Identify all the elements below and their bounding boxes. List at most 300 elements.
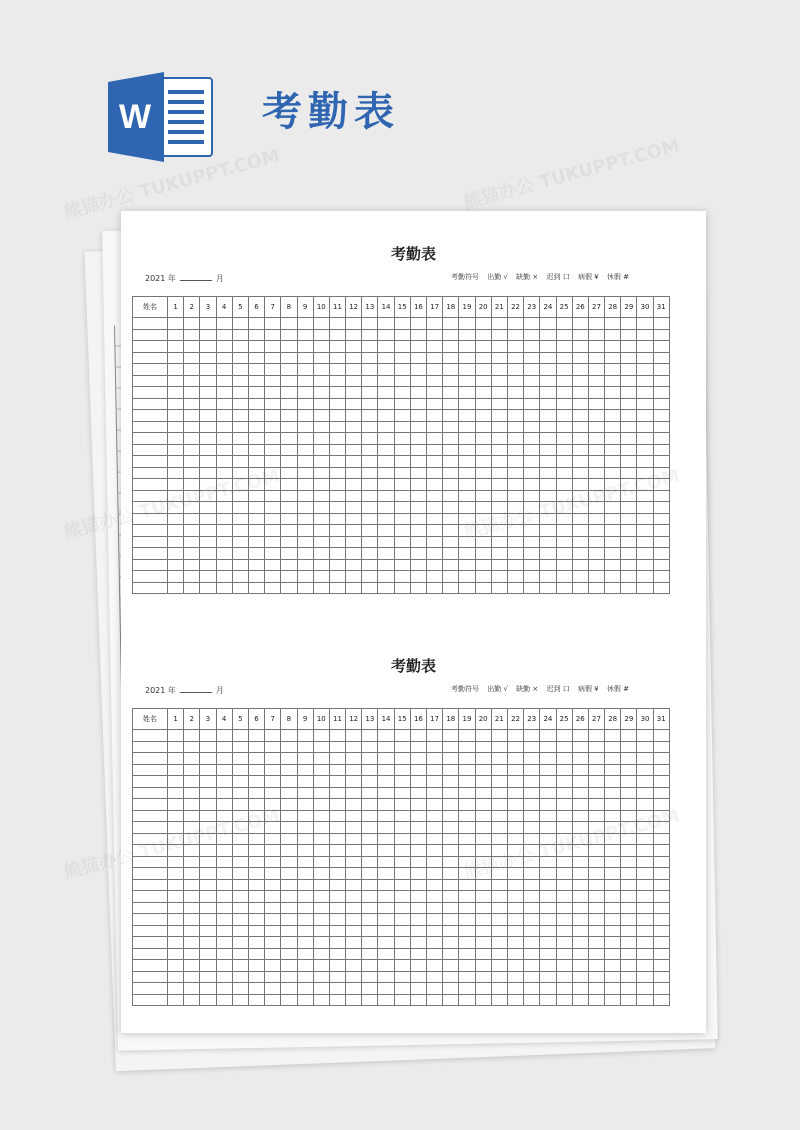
attendance-cell[interactable] bbox=[329, 994, 345, 1006]
attendance-cell[interactable] bbox=[637, 948, 653, 960]
attendance-cell[interactable] bbox=[491, 994, 507, 1006]
attendance-cell[interactable] bbox=[133, 776, 168, 788]
attendance-cell[interactable] bbox=[133, 833, 168, 845]
attendance-cell[interactable] bbox=[507, 513, 523, 525]
attendance-cell[interactable] bbox=[507, 914, 523, 926]
attendance-cell[interactable] bbox=[313, 548, 329, 560]
attendance-cell[interactable] bbox=[184, 502, 200, 514]
attendance-cell[interactable] bbox=[378, 548, 394, 560]
attendance-cell[interactable] bbox=[184, 387, 200, 399]
attendance-cell[interactable] bbox=[637, 902, 653, 914]
attendance-cell[interactable] bbox=[133, 960, 168, 972]
attendance-cell[interactable] bbox=[572, 960, 588, 972]
attendance-cell[interactable] bbox=[410, 375, 426, 387]
attendance-cell[interactable] bbox=[378, 891, 394, 903]
attendance-cell[interactable] bbox=[313, 891, 329, 903]
attendance-cell[interactable] bbox=[540, 433, 556, 445]
attendance-cell[interactable] bbox=[378, 421, 394, 433]
attendance-cell[interactable] bbox=[346, 960, 362, 972]
attendance-cell[interactable] bbox=[232, 502, 248, 514]
attendance-cell[interactable] bbox=[216, 891, 232, 903]
attendance-cell[interactable] bbox=[281, 536, 297, 548]
attendance-cell[interactable] bbox=[346, 925, 362, 937]
attendance-cell[interactable] bbox=[427, 764, 443, 776]
attendance-cell[interactable] bbox=[329, 937, 345, 949]
attendance-cell[interactable] bbox=[588, 983, 604, 995]
attendance-cell[interactable] bbox=[572, 456, 588, 468]
attendance-cell[interactable] bbox=[588, 730, 604, 742]
attendance-cell[interactable] bbox=[248, 375, 264, 387]
attendance-cell[interactable] bbox=[410, 433, 426, 445]
attendance-cell[interactable] bbox=[133, 318, 168, 330]
attendance-cell[interactable] bbox=[459, 741, 475, 753]
attendance-cell[interactable] bbox=[556, 467, 572, 479]
attendance-cell[interactable] bbox=[637, 582, 653, 594]
attendance-cell[interactable] bbox=[184, 776, 200, 788]
attendance-cell[interactable] bbox=[329, 914, 345, 926]
attendance-cell[interactable] bbox=[653, 948, 669, 960]
attendance-cell[interactable] bbox=[184, 799, 200, 811]
attendance-cell[interactable] bbox=[653, 444, 669, 456]
attendance-cell[interactable] bbox=[281, 467, 297, 479]
attendance-cell[interactable] bbox=[427, 352, 443, 364]
attendance-cell[interactable] bbox=[378, 341, 394, 353]
attendance-cell[interactable] bbox=[410, 398, 426, 410]
attendance-cell[interactable] bbox=[410, 787, 426, 799]
attendance-cell[interactable] bbox=[378, 960, 394, 972]
attendance-cell[interactable] bbox=[507, 810, 523, 822]
attendance-cell[interactable] bbox=[232, 548, 248, 560]
attendance-cell[interactable] bbox=[133, 329, 168, 341]
attendance-cell[interactable] bbox=[443, 960, 459, 972]
attendance-cell[interactable] bbox=[459, 776, 475, 788]
attendance-cell[interactable] bbox=[621, 730, 637, 742]
attendance-cell[interactable] bbox=[475, 479, 491, 491]
attendance-cell[interactable] bbox=[329, 902, 345, 914]
attendance-cell[interactable] bbox=[216, 341, 232, 353]
attendance-cell[interactable] bbox=[378, 730, 394, 742]
attendance-cell[interactable] bbox=[133, 387, 168, 399]
attendance-cell[interactable] bbox=[200, 548, 216, 560]
attendance-cell[interactable] bbox=[653, 513, 669, 525]
attendance-cell[interactable] bbox=[507, 787, 523, 799]
attendance-cell[interactable] bbox=[540, 329, 556, 341]
attendance-cell[interactable] bbox=[232, 444, 248, 456]
attendance-cell[interactable] bbox=[459, 525, 475, 537]
attendance-cell[interactable] bbox=[459, 548, 475, 560]
attendance-cell[interactable] bbox=[637, 845, 653, 857]
attendance-cell[interactable] bbox=[588, 764, 604, 776]
attendance-cell[interactable] bbox=[200, 433, 216, 445]
attendance-cell[interactable] bbox=[605, 753, 621, 765]
attendance-cell[interactable] bbox=[232, 341, 248, 353]
attendance-cell[interactable] bbox=[605, 410, 621, 422]
attendance-cell[interactable] bbox=[265, 983, 281, 995]
attendance-cell[interactable] bbox=[491, 741, 507, 753]
attendance-cell[interactable] bbox=[653, 845, 669, 857]
attendance-cell[interactable] bbox=[572, 914, 588, 926]
attendance-cell[interactable] bbox=[346, 799, 362, 811]
attendance-cell[interactable] bbox=[200, 559, 216, 571]
attendance-cell[interactable] bbox=[346, 764, 362, 776]
attendance-cell[interactable] bbox=[443, 971, 459, 983]
attendance-cell[interactable] bbox=[653, 960, 669, 972]
attendance-cell[interactable] bbox=[346, 559, 362, 571]
attendance-cell[interactable] bbox=[265, 925, 281, 937]
attendance-cell[interactable] bbox=[524, 479, 540, 491]
attendance-cell[interactable] bbox=[362, 352, 378, 364]
attendance-cell[interactable] bbox=[133, 571, 168, 583]
attendance-cell[interactable] bbox=[297, 329, 313, 341]
attendance-cell[interactable] bbox=[556, 410, 572, 422]
attendance-cell[interactable] bbox=[410, 456, 426, 468]
attendance-cell[interactable] bbox=[410, 513, 426, 525]
attendance-cell[interactable] bbox=[184, 741, 200, 753]
attendance-cell[interactable] bbox=[653, 925, 669, 937]
attendance-cell[interactable] bbox=[313, 810, 329, 822]
attendance-cell[interactable] bbox=[524, 914, 540, 926]
attendance-cell[interactable] bbox=[394, 845, 410, 857]
attendance-cell[interactable] bbox=[232, 925, 248, 937]
attendance-cell[interactable] bbox=[459, 352, 475, 364]
attendance-cell[interactable] bbox=[346, 398, 362, 410]
attendance-cell[interactable] bbox=[556, 456, 572, 468]
attendance-cell[interactable] bbox=[605, 925, 621, 937]
attendance-cell[interactable] bbox=[653, 559, 669, 571]
attendance-cell[interactable] bbox=[281, 891, 297, 903]
attendance-cell[interactable] bbox=[297, 433, 313, 445]
attendance-cell[interactable] bbox=[572, 410, 588, 422]
attendance-cell[interactable] bbox=[443, 891, 459, 903]
attendance-cell[interactable] bbox=[475, 559, 491, 571]
attendance-cell[interactable] bbox=[556, 787, 572, 799]
attendance-cell[interactable] bbox=[621, 341, 637, 353]
attendance-cell[interactable] bbox=[378, 352, 394, 364]
attendance-cell[interactable] bbox=[491, 810, 507, 822]
attendance-cell[interactable] bbox=[362, 845, 378, 857]
attendance-cell[interactable] bbox=[297, 845, 313, 857]
attendance-cell[interactable] bbox=[637, 833, 653, 845]
attendance-cell[interactable] bbox=[637, 456, 653, 468]
attendance-cell[interactable] bbox=[232, 730, 248, 742]
attendance-cell[interactable] bbox=[491, 387, 507, 399]
attendance-cell[interactable] bbox=[329, 856, 345, 868]
attendance-cell[interactable] bbox=[459, 364, 475, 376]
attendance-cell[interactable] bbox=[605, 490, 621, 502]
attendance-cell[interactable] bbox=[346, 868, 362, 880]
attendance-cell[interactable] bbox=[168, 856, 184, 868]
attendance-cell[interactable] bbox=[491, 421, 507, 433]
attendance-cell[interactable] bbox=[200, 456, 216, 468]
attendance-cell[interactable] bbox=[168, 925, 184, 937]
attendance-cell[interactable] bbox=[133, 490, 168, 502]
attendance-cell[interactable] bbox=[637, 914, 653, 926]
attendance-cell[interactable] bbox=[133, 764, 168, 776]
attendance-cell[interactable] bbox=[297, 764, 313, 776]
attendance-cell[interactable] bbox=[605, 960, 621, 972]
attendance-cell[interactable] bbox=[605, 845, 621, 857]
attendance-cell[interactable] bbox=[475, 764, 491, 776]
attendance-cell[interactable] bbox=[524, 983, 540, 995]
attendance-cell[interactable] bbox=[475, 822, 491, 834]
attendance-cell[interactable] bbox=[394, 490, 410, 502]
attendance-cell[interactable] bbox=[540, 879, 556, 891]
attendance-cell[interactable] bbox=[588, 902, 604, 914]
attendance-cell[interactable] bbox=[297, 833, 313, 845]
attendance-cell[interactable] bbox=[133, 787, 168, 799]
attendance-cell[interactable] bbox=[475, 467, 491, 479]
attendance-cell[interactable] bbox=[248, 856, 264, 868]
attendance-cell[interactable] bbox=[378, 822, 394, 834]
attendance-cell[interactable] bbox=[216, 948, 232, 960]
attendance-cell[interactable] bbox=[556, 822, 572, 834]
attendance-cell[interactable] bbox=[265, 536, 281, 548]
attendance-cell[interactable] bbox=[394, 776, 410, 788]
attendance-cell[interactable] bbox=[588, 536, 604, 548]
attendance-cell[interactable] bbox=[232, 479, 248, 491]
attendance-cell[interactable] bbox=[329, 891, 345, 903]
attendance-cell[interactable] bbox=[605, 764, 621, 776]
attendance-cell[interactable] bbox=[621, 948, 637, 960]
attendance-cell[interactable] bbox=[443, 341, 459, 353]
attendance-cell[interactable] bbox=[232, 398, 248, 410]
attendance-cell[interactable] bbox=[216, 730, 232, 742]
attendance-cell[interactable] bbox=[507, 856, 523, 868]
attendance-cell[interactable] bbox=[637, 352, 653, 364]
attendance-cell[interactable] bbox=[572, 948, 588, 960]
attendance-cell[interactable] bbox=[443, 329, 459, 341]
attendance-cell[interactable] bbox=[507, 799, 523, 811]
attendance-cell[interactable] bbox=[410, 571, 426, 583]
attendance-cell[interactable] bbox=[556, 548, 572, 560]
attendance-cell[interactable] bbox=[621, 525, 637, 537]
attendance-cell[interactable] bbox=[346, 948, 362, 960]
attendance-cell[interactable] bbox=[248, 433, 264, 445]
attendance-cell[interactable] bbox=[232, 582, 248, 594]
attendance-cell[interactable] bbox=[507, 937, 523, 949]
attendance-cell[interactable] bbox=[524, 536, 540, 548]
attendance-cell[interactable] bbox=[184, 948, 200, 960]
attendance-cell[interactable] bbox=[200, 582, 216, 594]
attendance-cell[interactable] bbox=[637, 398, 653, 410]
attendance-cell[interactable] bbox=[475, 571, 491, 583]
attendance-cell[interactable] bbox=[459, 833, 475, 845]
attendance-cell[interactable] bbox=[427, 787, 443, 799]
attendance-cell[interactable] bbox=[297, 925, 313, 937]
attendance-cell[interactable] bbox=[427, 398, 443, 410]
attendance-cell[interactable] bbox=[378, 467, 394, 479]
attendance-cell[interactable] bbox=[200, 776, 216, 788]
attendance-cell[interactable] bbox=[653, 810, 669, 822]
attendance-cell[interactable] bbox=[248, 364, 264, 376]
attendance-cell[interactable] bbox=[427, 364, 443, 376]
attendance-cell[interactable] bbox=[443, 799, 459, 811]
attendance-cell[interactable] bbox=[588, 467, 604, 479]
attendance-cell[interactable] bbox=[427, 444, 443, 456]
attendance-cell[interactable] bbox=[621, 352, 637, 364]
attendance-cell[interactable] bbox=[133, 971, 168, 983]
attendance-cell[interactable] bbox=[281, 398, 297, 410]
attendance-cell[interactable] bbox=[362, 948, 378, 960]
attendance-cell[interactable] bbox=[637, 571, 653, 583]
attendance-cell[interactable] bbox=[329, 444, 345, 456]
attendance-cell[interactable] bbox=[459, 960, 475, 972]
attendance-cell[interactable] bbox=[313, 329, 329, 341]
attendance-cell[interactable] bbox=[572, 799, 588, 811]
attendance-cell[interactable] bbox=[200, 810, 216, 822]
attendance-cell[interactable] bbox=[378, 387, 394, 399]
attendance-cell[interactable] bbox=[491, 833, 507, 845]
attendance-cell[interactable] bbox=[184, 536, 200, 548]
attendance-cell[interactable] bbox=[265, 375, 281, 387]
attendance-cell[interactable] bbox=[475, 741, 491, 753]
attendance-cell[interactable] bbox=[281, 433, 297, 445]
attendance-cell[interactable] bbox=[184, 971, 200, 983]
attendance-cell[interactable] bbox=[232, 845, 248, 857]
attendance-cell[interactable] bbox=[540, 364, 556, 376]
attendance-cell[interactable] bbox=[605, 433, 621, 445]
attendance-cell[interactable] bbox=[427, 914, 443, 926]
attendance-cell[interactable] bbox=[491, 845, 507, 857]
attendance-cell[interactable] bbox=[572, 845, 588, 857]
attendance-cell[interactable] bbox=[394, 467, 410, 479]
attendance-cell[interactable] bbox=[621, 375, 637, 387]
attendance-cell[interactable] bbox=[378, 799, 394, 811]
attendance-cell[interactable] bbox=[313, 994, 329, 1006]
attendance-cell[interactable] bbox=[491, 513, 507, 525]
attendance-cell[interactable] bbox=[556, 925, 572, 937]
attendance-cell[interactable] bbox=[216, 490, 232, 502]
attendance-cell[interactable] bbox=[459, 559, 475, 571]
attendance-cell[interactable] bbox=[346, 902, 362, 914]
attendance-cell[interactable] bbox=[459, 822, 475, 834]
attendance-cell[interactable] bbox=[410, 444, 426, 456]
attendance-cell[interactable] bbox=[394, 525, 410, 537]
attendance-cell[interactable] bbox=[297, 456, 313, 468]
attendance-cell[interactable] bbox=[410, 318, 426, 330]
attendance-cell[interactable] bbox=[216, 799, 232, 811]
attendance-cell[interactable] bbox=[329, 410, 345, 422]
attendance-cell[interactable] bbox=[313, 398, 329, 410]
attendance-cell[interactable] bbox=[216, 753, 232, 765]
attendance-cell[interactable] bbox=[362, 925, 378, 937]
attendance-cell[interactable] bbox=[281, 421, 297, 433]
attendance-cell[interactable] bbox=[653, 490, 669, 502]
attendance-cell[interactable] bbox=[556, 960, 572, 972]
attendance-cell[interactable] bbox=[605, 799, 621, 811]
attendance-cell[interactable] bbox=[313, 559, 329, 571]
attendance-cell[interactable] bbox=[184, 856, 200, 868]
attendance-cell[interactable] bbox=[605, 341, 621, 353]
attendance-cell[interactable] bbox=[507, 479, 523, 491]
attendance-cell[interactable] bbox=[378, 318, 394, 330]
attendance-cell[interactable] bbox=[168, 902, 184, 914]
attendance-cell[interactable] bbox=[168, 364, 184, 376]
attendance-cell[interactable] bbox=[540, 479, 556, 491]
attendance-cell[interactable] bbox=[313, 536, 329, 548]
attendance-cell[interactable] bbox=[588, 410, 604, 422]
attendance-cell[interactable] bbox=[653, 787, 669, 799]
attendance-cell[interactable] bbox=[168, 559, 184, 571]
attendance-cell[interactable] bbox=[184, 364, 200, 376]
attendance-cell[interactable] bbox=[475, 513, 491, 525]
attendance-cell[interactable] bbox=[605, 914, 621, 926]
attendance-cell[interactable] bbox=[621, 914, 637, 926]
attendance-cell[interactable] bbox=[297, 502, 313, 514]
attendance-cell[interactable] bbox=[507, 582, 523, 594]
attendance-cell[interactable] bbox=[459, 582, 475, 594]
attendance-cell[interactable] bbox=[329, 364, 345, 376]
attendance-cell[interactable] bbox=[265, 948, 281, 960]
attendance-cell[interactable] bbox=[362, 398, 378, 410]
attendance-cell[interactable] bbox=[378, 971, 394, 983]
attendance-cell[interactable] bbox=[621, 822, 637, 834]
attendance-cell[interactable] bbox=[507, 329, 523, 341]
attendance-cell[interactable] bbox=[394, 914, 410, 926]
attendance-cell[interactable] bbox=[605, 559, 621, 571]
attendance-cell[interactable] bbox=[491, 822, 507, 834]
attendance-cell[interactable] bbox=[410, 845, 426, 857]
attendance-cell[interactable] bbox=[443, 914, 459, 926]
attendance-cell[interactable] bbox=[329, 582, 345, 594]
attendance-cell[interactable] bbox=[588, 341, 604, 353]
attendance-cell[interactable] bbox=[394, 571, 410, 583]
attendance-cell[interactable] bbox=[507, 398, 523, 410]
attendance-cell[interactable] bbox=[394, 810, 410, 822]
attendance-cell[interactable] bbox=[168, 891, 184, 903]
attendance-cell[interactable] bbox=[378, 525, 394, 537]
attendance-cell[interactable] bbox=[507, 444, 523, 456]
attendance-cell[interactable] bbox=[184, 787, 200, 799]
attendance-cell[interactable] bbox=[168, 571, 184, 583]
attendance-cell[interactable] bbox=[281, 559, 297, 571]
attendance-cell[interactable] bbox=[168, 387, 184, 399]
attendance-cell[interactable] bbox=[572, 525, 588, 537]
attendance-cell[interactable] bbox=[265, 421, 281, 433]
attendance-cell[interactable] bbox=[507, 845, 523, 857]
attendance-cell[interactable] bbox=[248, 833, 264, 845]
attendance-cell[interactable] bbox=[459, 902, 475, 914]
attendance-cell[interactable] bbox=[281, 787, 297, 799]
attendance-cell[interactable] bbox=[362, 513, 378, 525]
attendance-cell[interactable] bbox=[265, 764, 281, 776]
attendance-cell[interactable] bbox=[540, 787, 556, 799]
attendance-cell[interactable] bbox=[200, 799, 216, 811]
attendance-cell[interactable] bbox=[216, 364, 232, 376]
attendance-cell[interactable] bbox=[427, 994, 443, 1006]
attendance-cell[interactable] bbox=[216, 822, 232, 834]
attendance-cell[interactable] bbox=[265, 994, 281, 1006]
attendance-cell[interactable] bbox=[653, 375, 669, 387]
attendance-cell[interactable] bbox=[459, 513, 475, 525]
attendance-cell[interactable] bbox=[621, 960, 637, 972]
attendance-cell[interactable] bbox=[232, 776, 248, 788]
attendance-cell[interactable] bbox=[507, 548, 523, 560]
attendance-cell[interactable] bbox=[605, 329, 621, 341]
attendance-cell[interactable] bbox=[313, 856, 329, 868]
attendance-cell[interactable] bbox=[653, 822, 669, 834]
attendance-cell[interactable] bbox=[621, 513, 637, 525]
attendance-cell[interactable] bbox=[540, 868, 556, 880]
attendance-cell[interactable] bbox=[200, 467, 216, 479]
attendance-cell[interactable] bbox=[524, 799, 540, 811]
attendance-cell[interactable] bbox=[200, 845, 216, 857]
attendance-cell[interactable] bbox=[605, 513, 621, 525]
attendance-cell[interactable] bbox=[346, 753, 362, 765]
attendance-cell[interactable] bbox=[248, 502, 264, 514]
attendance-cell[interactable] bbox=[653, 318, 669, 330]
attendance-cell[interactable] bbox=[200, 868, 216, 880]
